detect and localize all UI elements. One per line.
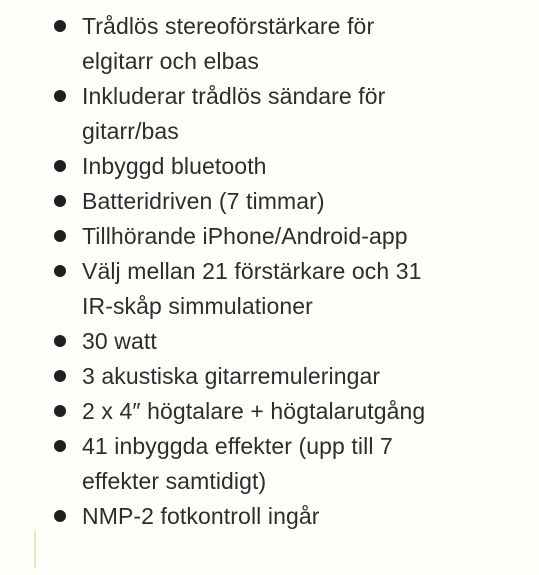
list-item-text: gitarr/bas: [82, 118, 179, 144]
list-item: [0, 359, 539, 394]
list-item: [0, 394, 539, 429]
list-item-text: IR-skåp simmulationer: [82, 293, 313, 319]
list-item: [0, 254, 539, 324]
list-item-text: Batteridriven (7 timmar): [82, 188, 325, 214]
list-item-text: NMP-2 fotkontroll ingår: [82, 503, 320, 529]
bullet-icon: [54, 195, 66, 207]
list-item: [0, 9, 539, 79]
list-item-text: 41 inbyggda effekter (upp till 7: [82, 433, 393, 459]
list-item: [0, 79, 539, 149]
bullet-icon: [54, 335, 66, 347]
list-item-text: 30 watt: [82, 328, 157, 354]
list-item-text: Inbyggd bluetooth: [82, 153, 267, 179]
bullet-icon: [54, 265, 66, 277]
bullet-icon: [54, 440, 66, 452]
list-item-text: Välj mellan 21 förstärkare och 31: [82, 258, 422, 284]
list-item: [0, 184, 539, 219]
list-item: [0, 324, 539, 359]
bullet-icon: [54, 160, 66, 172]
bullet-icon: [54, 90, 66, 102]
list-item-text: effekter samtidigt): [82, 468, 267, 494]
list-item-text: elgitarr och elbas: [82, 48, 259, 74]
list-item-text: Tillhörande iPhone/Android-app: [82, 223, 408, 249]
bullet-icon: [54, 405, 66, 417]
list-item-text: 3 akustiska gitarremuleringar: [82, 363, 381, 389]
list-item-text: Inkluderar trådlös sändare för: [82, 83, 386, 109]
list-item: [0, 219, 539, 254]
feature-list: [0, 9, 539, 534]
list-item: [0, 499, 539, 534]
list-item-text: 2 x 4″ högtalare + högtalarutgång: [82, 398, 426, 424]
list-item: [0, 149, 539, 184]
bullet-icon: [54, 510, 66, 522]
bullet-icon: [54, 230, 66, 242]
bullet-icon: [54, 370, 66, 382]
edge-mark: [34, 530, 36, 568]
list-item-text: Trådlös stereoförstärkare för: [82, 13, 375, 39]
list-item: [0, 429, 539, 499]
bullet-icon: [54, 20, 66, 32]
